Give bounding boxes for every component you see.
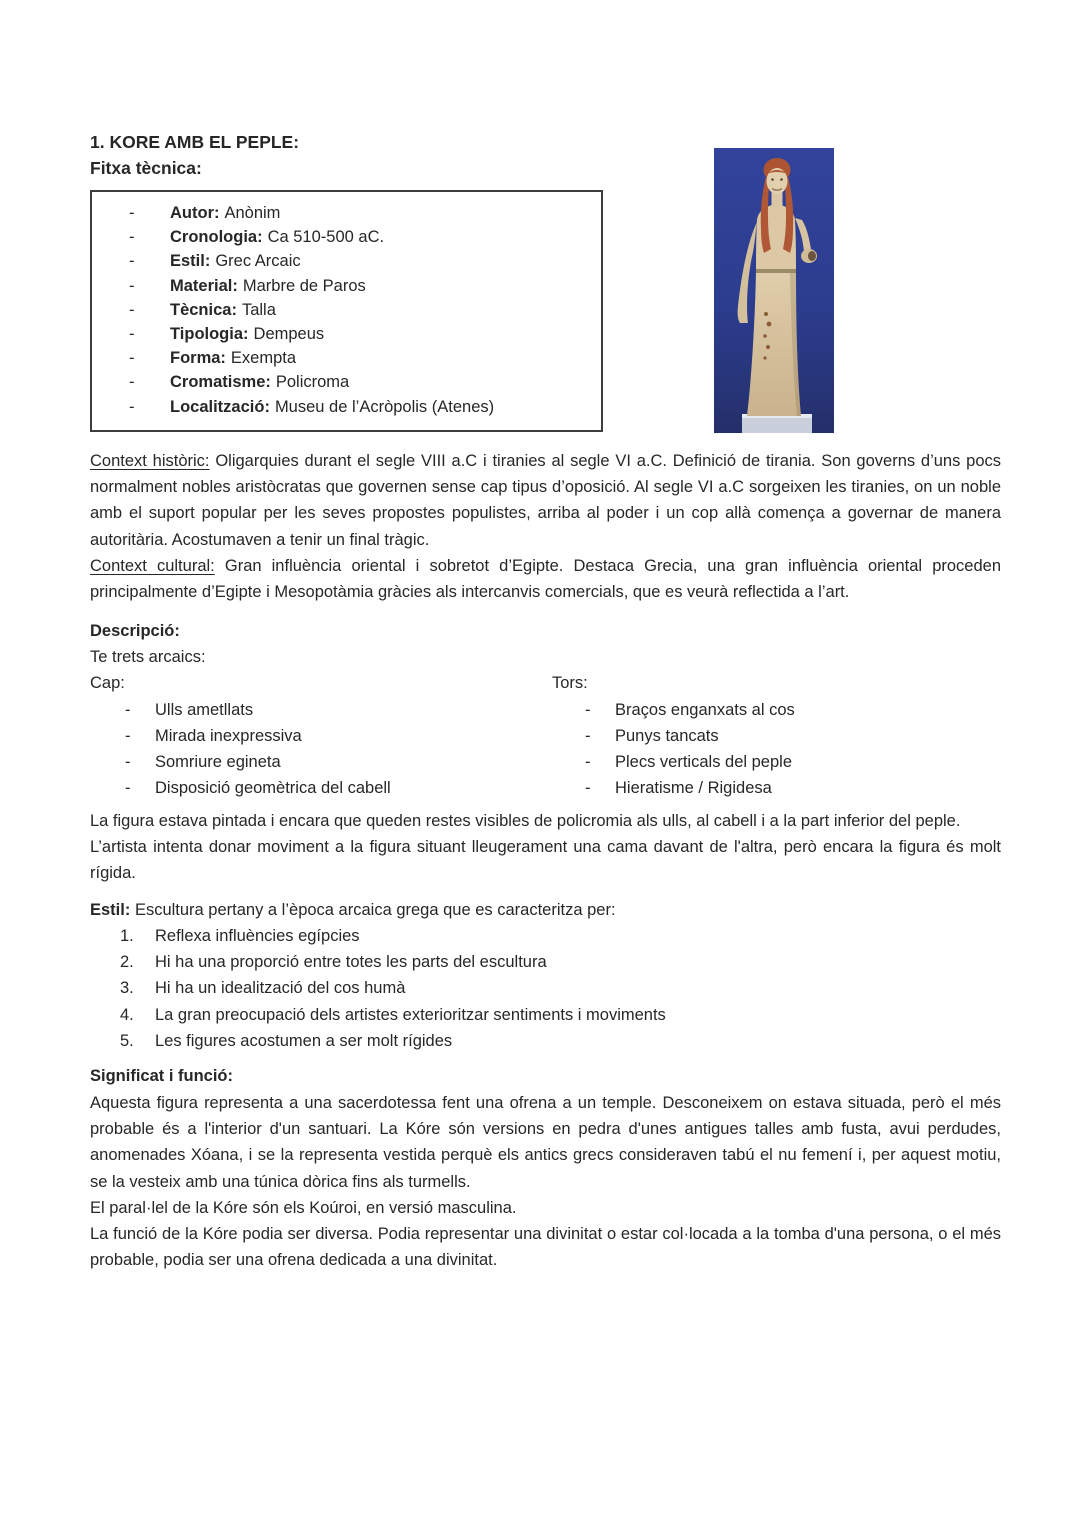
dash-bullet: - [129,397,135,416]
estil-item: Hi ha una proporció entre totes les parts del escultura [155,953,547,972]
context-historic-text: Oligarquies durant el segle VIII a.C i tiranies al segle VI a.C. Definició de tirania. Son governs d’uns pocs normalment nobles aristòcratas que governen sense cap tipus d’oposició. Al segle VI a.C sorgeixen les tiranies, on un noble amb el suport popular per les seves propostes populistes, arriba al poder i un cop allà comença a governar de manera autoritària. Acostumaven a tenir un final tràgic. [90,451,1001,549]
tors-column [552,670,1001,801]
fitxa-row [92,346,601,370]
estil-intro-paragraph [90,897,1001,923]
descripcio-columns [90,670,1001,801]
dash-bullet: - [129,325,135,344]
fitxa-label: Tipologia: [170,325,249,344]
cap-item: Disposició geomètrica del cabell [155,779,391,798]
fitxa-row [92,225,601,249]
numbered-item [90,923,1001,949]
estil-item: Les figures acostumen a ser molt rígides [155,1032,453,1051]
fitxa-value: Policroma [275,373,350,392]
fitxa-label: Tècnica: [170,300,237,319]
dash-bullet: - [129,373,135,392]
item-number: 5. [120,1032,134,1051]
descripcio-heading: Descripció: [90,621,180,640]
significat-paragraph-3: La funció de la Kóre podia ser diversa. Podia representar una divinitat o estar col·locada a la tomba d'una persona, o el més probable, podia ser una ofrena dedicada a una divinitat. [90,1225,1001,1270]
fitxa-label: Localització: [170,397,270,416]
fitxa-value: Museu de l’Acròpolis (Atenes) [274,397,495,416]
fitxa-tecnica-heading: Fitxa tècnica: [90,158,202,178]
tors-item: Braços enganxats al cos [615,700,795,719]
dash-bullet: - [585,700,591,719]
list-item [552,775,1001,801]
fitxa-label: Forma: [170,349,226,368]
context-historic-paragraph [90,448,1001,553]
estil-item: La gran preocupació dels artistes exterioritzar sentiments i moviments [155,1005,666,1024]
fitxa-value: Anònim [224,204,281,222]
descripcio-paragraph-1: La figura estava pintada i encara que queden restes visibles de policromia als ulls, al cabell i a la part inferior del peple. [90,811,961,830]
fitxa-value: Exempta [230,349,297,368]
fitxa-value: Talla [241,300,276,319]
item-number: 2. [120,953,134,972]
estil-block [90,897,1001,1055]
dash-bullet: - [129,349,135,368]
list-item [90,697,552,723]
dash-bullet: - [585,779,591,798]
tors-item: Punys tancats [615,726,719,745]
document-content [90,131,1001,1274]
list-item [552,697,1001,723]
fitxa-row [92,274,601,298]
significat-heading: Significat i funció: [90,1067,233,1086]
dash-bullet: - [125,753,131,772]
estil-label: Estil: [90,900,131,919]
fitxa-row [92,249,601,273]
cap-item: Mirada inexpressiva [155,726,302,745]
fitxa-value: Marbre de Paros [242,276,366,295]
fitxa-label: Material: [170,276,238,295]
numbered-item [90,1028,1001,1054]
descripcio-intro: Te trets arcaics: [90,647,206,666]
item-number: 4. [120,1005,134,1024]
dash-bullet: - [125,779,131,798]
list-item [552,723,1001,749]
fitxa-row [92,322,601,346]
context-cultural-paragraph [90,553,1001,606]
item-number: 3. [120,979,134,998]
dash-bullet: - [129,276,135,295]
fitxa-label: Cronologia: [170,228,263,247]
cap-item: Ulls ametllats [155,700,254,719]
estil-item: Reflexa influències egípcies [155,926,360,945]
dash-bullet: - [129,204,135,222]
cap-column [90,670,552,801]
fitxa-label: Cromatisme: [170,373,271,392]
tors-heading: Tors: [552,674,588,693]
fitxa-row [92,201,601,225]
dash-bullet: - [585,753,591,772]
dash-bullet: - [129,228,135,247]
significat-paragraph-2: El paral·lel de la Kóre són els Koúroi, en versió masculina. [90,1198,517,1217]
dash-bullet: - [129,300,135,319]
fitxa-value: Grec Arcaic [215,252,301,271]
dash-bullet: - [585,726,591,745]
list-item [90,749,552,775]
fitxa-row [92,298,601,322]
dash-bullet: - [129,252,135,271]
numbered-item [90,1002,1001,1028]
fitxa-label: Autor: [170,204,220,222]
numbered-item [90,975,1001,1001]
fitxa-value: Dempeus [253,325,325,344]
context-cultural-label: Context cultural: [90,557,215,576]
context-historic-label: Context històric: [90,451,210,470]
list-item [552,749,1001,775]
numbered-item [90,949,1001,975]
list-item [90,723,552,749]
fitxa-label: Estil: [170,252,211,271]
estil-intro: Escultura pertany a l’època arcaica grega que es caracteritza per: [134,900,616,919]
dash-bullet: - [125,700,131,719]
dash-bullet: - [125,726,131,745]
tors-item: Hieratisme / Rigidesa [615,779,772,798]
fitxa-row [92,370,601,394]
tors-item: Plecs verticals del peple [615,753,793,772]
significat-paragraph-1: Aquesta figura representa a una sacerdotessa fent una ofrena a un temple. Desconeixem on estava situada, però el més probable és a l'interior d'un santuari. La Kóre són versions en pedra d'unes antigues talles amb fusta, avui perdudes, anomenades Xóana, i se la representa vestida perquè els antics grecs consideraven tabú el nu femení i, per aquest motiu, se la vesteix amb una túnica dòrica fins als turmells. [90,1093,1001,1191]
list-item [90,775,552,801]
fitxa-value: Ca 510-500 aC. [267,228,385,247]
cap-item: Somriure egineta [155,753,281,772]
context-cultural-text: Gran influència oriental i sobretot d’Egipte. Destaca Grecia, una gran influència oriental proceden principalmente d’Egipte i Mesopotàmia gràcies als intercanvis comercials, que es veurà reflectida a l’art. [90,557,1001,602]
fitxa-row [92,395,601,419]
item-number: 1. [120,926,134,945]
descripcio-paragraph-2: L’artista intenta donar moviment a la figura situant lleugerament una cama davant de l'altra, però encara la figura és molt rígida. [90,837,1001,883]
estil-item: Hi ha un idealització del cos humà [155,979,406,998]
cap-heading: Cap: [90,674,125,693]
page-title: 1. KORE AMB EL PEPLE: [90,132,300,152]
fitxa-tecnica-box [90,190,603,432]
